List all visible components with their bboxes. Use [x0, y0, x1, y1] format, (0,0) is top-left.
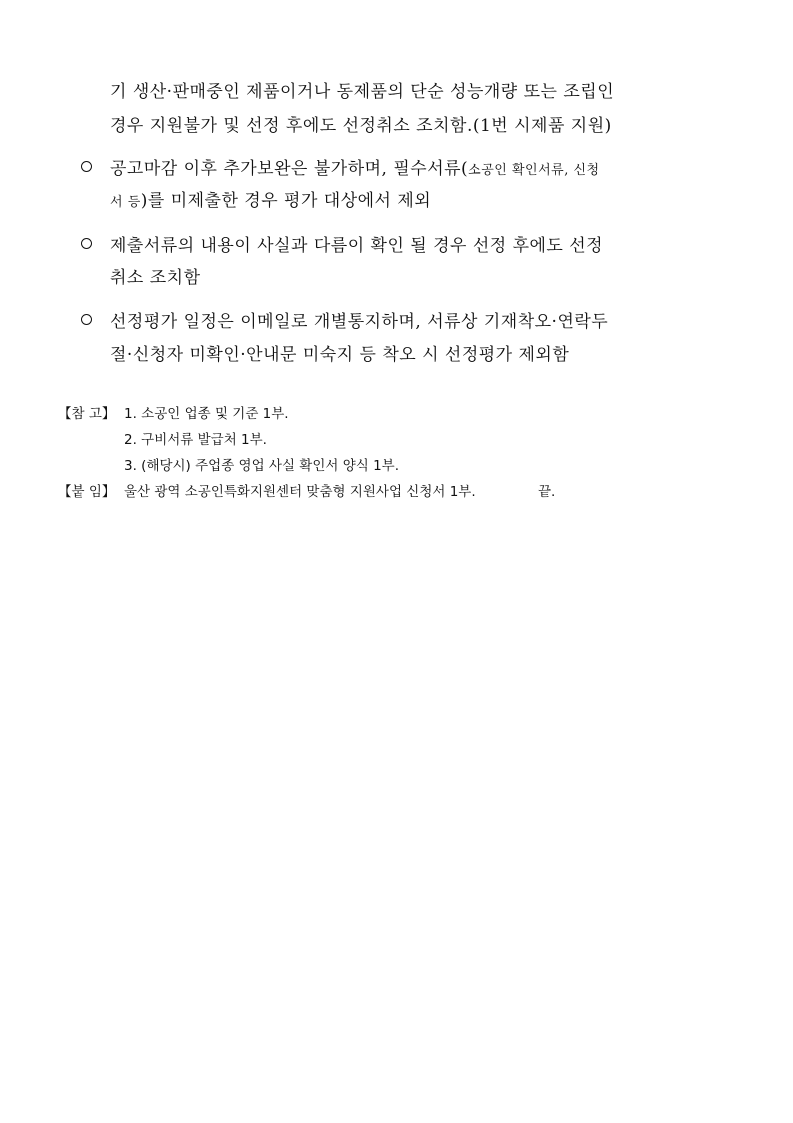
references-label: 【참 고】 [58, 406, 116, 422]
end-mark: 끝. [538, 484, 556, 500]
bullet-line-1: 선정평가 일정은 이메일로 개별통지하며, 서류상 기재착오·연락두 [110, 312, 609, 332]
bullet-line-1 [110, 154, 600, 179]
bullet-line-2: 절·신청자 미확인·안내문 미숙지 등 착오 시 선정평가 제외함 [110, 345, 570, 365]
circle-bullet-icon [81, 238, 92, 249]
circle-bullet-icon [81, 161, 92, 172]
bullet-line-2 [110, 186, 431, 211]
circle-bullet-icon [81, 314, 92, 325]
bullet-line-2: 취소 조치함 [110, 268, 201, 288]
continuation-line-2: 경우 지원불가 및 선정 후에도 선정취소 조치함.(1번 시제품 지원) [110, 116, 612, 136]
bullet-text-main: 공고마감 이후 추가보완은 불가하며, 필수서류( [110, 159, 469, 179]
reference-item: 1. 소공인 업종 및 기준 1부. [124, 406, 289, 422]
reference-item: 2. 구비서류 발급처 1부. [124, 432, 267, 448]
bullet-text-small: 서 등 [110, 195, 141, 210]
bullet-line-1: 제출서류의 내용이 사실과 다름이 확인 될 경우 선정 후에도 선정 [110, 236, 604, 256]
reference-item: 3. (해당시) 주업종 영업 사실 확인서 양식 1부. [124, 458, 399, 474]
attachment-text: 울산 광역 소공인특화지원센터 맞춤형 지원사업 신청서 1부. [124, 484, 476, 500]
bullet-text-small: 소공인 확인서류, 신청 [468, 163, 600, 178]
attachment-label: 【붙 임】 [58, 484, 116, 500]
bullet-text-main: )를 미제출한 경우 평가 대상에서 제외 [140, 191, 432, 211]
continuation-line-1: 기 생산·판매중인 제품이거나 동제품의 단순 성능개량 또는 조립인 [110, 82, 615, 102]
